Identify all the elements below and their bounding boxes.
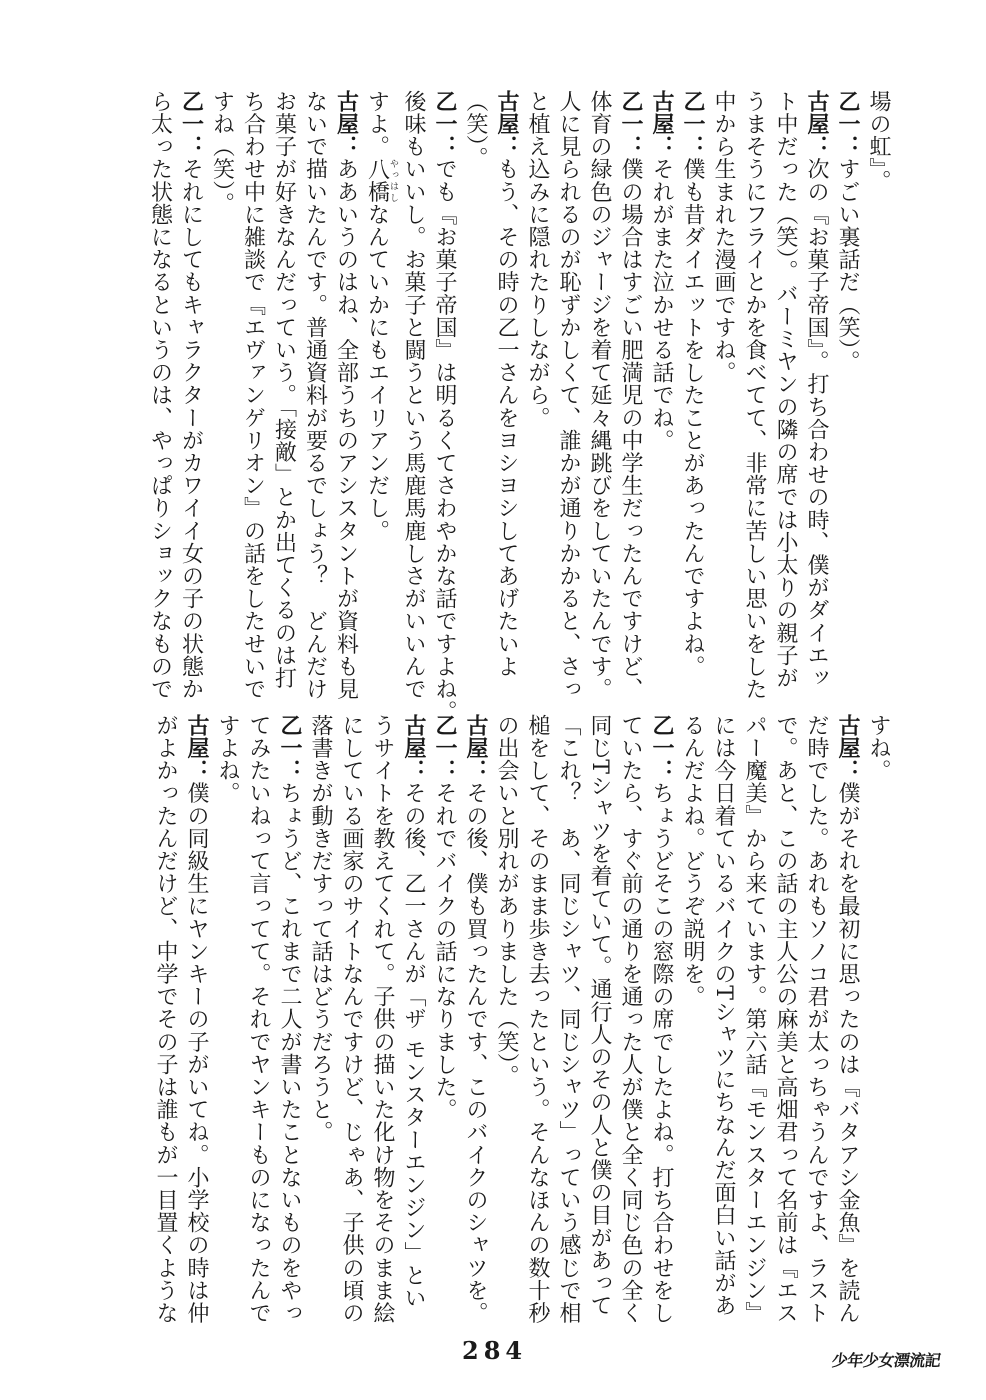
text-line: [274, 714, 305, 1325]
line-text: 同じTシャツを着ていて。通行人のその人と僕の目があって: [587, 714, 612, 1317]
line-text: それでバイクの話になりました。: [432, 781, 457, 1121]
speaker-label: 乙一: [680, 90, 705, 136]
text-line: [770, 90, 801, 690]
text-line: [212, 714, 243, 1319]
text-line: [336, 714, 367, 1325]
line-text: てみたいねって言ってて。それでヤンキーものになったんで: [246, 714, 271, 1325]
speaker-colon: ：: [463, 759, 488, 782]
text-line: [398, 714, 429, 1319]
text-line: [367, 714, 398, 1325]
text-line: [770, 714, 801, 1325]
text-line: [584, 714, 615, 1319]
line-text: 体育の緑色のジャージを着て延々縄跳びをしていたんです。: [587, 90, 612, 701]
speaker-colon: ：: [835, 135, 860, 158]
line-text: にしている画家のサイトなんですけど、じゃあ、子供の頃の: [339, 714, 364, 1325]
line-text: その後、乙一さんが「ザ モンスターエンジン」とい: [401, 781, 426, 1310]
text-line: [176, 90, 207, 701]
text-line: [677, 714, 708, 1319]
speaker-label: 乙一: [178, 90, 204, 136]
text-line: [801, 90, 832, 690]
text-line: [863, 714, 894, 1319]
line-text: お菓子が好きなんだっていう。「接敵」とか出てくるのは打: [271, 90, 297, 690]
line-text: 後味もいいし。お菓子と闘うという馬鹿馬鹿しさがいいんで: [401, 90, 426, 701]
line-text: それがまた泣かせる話でね。: [649, 157, 674, 452]
line-text: がよかったんだけど、中学でその子は誰もが一目置くような: [153, 714, 178, 1325]
line-text: すよね。: [215, 714, 240, 805]
text-line: [243, 714, 274, 1325]
speaker-label: 古屋: [835, 714, 860, 760]
speaker-label: 古屋: [804, 90, 829, 136]
speaker-colon: ：: [494, 135, 519, 158]
text-line: [615, 714, 646, 1325]
speaker-colon: ：: [835, 759, 860, 782]
line-text: ああいうのはね、全部うちのアシスタントが資料も見: [333, 157, 359, 701]
speaker-colon: ：: [178, 135, 204, 158]
speaker-label: 乙一: [618, 90, 643, 136]
line-text: （笑）。: [463, 90, 488, 170]
text-line: [863, 90, 894, 690]
speaker-colon: ：: [184, 759, 209, 782]
line-text: 場の虹』。: [866, 90, 891, 192]
line-text: 次の『お菓子帝国』。打ち合わせの時、僕がダイエッ: [804, 157, 829, 690]
text-line: [238, 90, 269, 701]
text-line: [677, 90, 708, 690]
line-text: すごい裏話だ（笑）。: [835, 157, 860, 373]
text-line: [460, 714, 491, 1325]
text-line: [646, 90, 677, 690]
text-line: [491, 90, 522, 690]
line-text: 中から生まれた漫画ですね。: [711, 90, 736, 384]
speaker-colon: ：: [804, 135, 829, 158]
line-text: すよ。: [364, 90, 390, 158]
text-line: [207, 90, 238, 690]
line-text: でも『お菓子帝国』は明るくてさわやかな話ですよね。: [432, 157, 457, 723]
line-text: ちょうどそこの窓際の席でしたよね。打ち合わせをし: [649, 781, 674, 1325]
text-line: [553, 90, 584, 701]
speaker-colon: ：: [649, 759, 674, 782]
line-text: 僕の場合はすごい肥満児の中学生だったんですけど、: [618, 157, 643, 701]
line-text: パー魔美』から来ています。第六話『モンスターエンジン』: [742, 714, 767, 1325]
upper-text-block: [144, 90, 894, 723]
text-line: [801, 714, 832, 1325]
line-text: と植え込みに隠れたりしながら。: [525, 90, 550, 429]
speaker-colon: ：: [432, 135, 457, 158]
text-line: [584, 90, 615, 701]
line-text: 僕がそれを最初に思ったのは『バタアシ金魚』を読ん: [835, 781, 860, 1325]
line-text: 落書きが動きだすって話はどうだろうと。: [308, 714, 333, 1144]
line-text: の出会いと別れがありました（笑）。: [494, 714, 519, 1088]
line-text: すね（笑）。: [209, 90, 235, 215]
line-text: ていたら、すぐ前の通りを通った人が僕と全く同じ色の全く: [618, 714, 643, 1325]
speaker-label: 古屋: [494, 90, 519, 136]
line-text: もう、その時の乙一さんをヨシヨシしてあげたいよ: [494, 157, 519, 678]
text-line: [331, 90, 362, 701]
line-text: 「これ？ あ、同じシャツ、同じシャツ」っていう感じで相: [556, 714, 581, 1325]
text-line: [460, 90, 491, 690]
line-text: なんていかにもエイリアンだし。: [364, 203, 390, 543]
speaker-label: 古屋: [184, 714, 209, 760]
text-line: [145, 90, 176, 701]
text-line: [553, 714, 584, 1325]
text-line: [491, 714, 522, 1319]
line-text: ト中だった（笑）。バーミヤンの隣の席では小太りの親子が: [773, 90, 798, 690]
text-line: [300, 90, 331, 701]
text-line: [739, 714, 770, 1325]
line-text: それにしてもキャラクターがカワイイ女の子の状態か: [178, 157, 204, 701]
speaker-colon: ：: [432, 759, 457, 782]
page-number: 284: [462, 1336, 528, 1365]
speaker-label: 古屋: [649, 90, 674, 136]
text-line: [429, 714, 460, 1319]
line-text: その後、僕も買ったんです、このバイクのシャツを。: [463, 781, 488, 1325]
speaker-colon: ：: [401, 759, 426, 782]
text-line: [708, 714, 739, 1319]
ruby-reading: やっはし: [388, 157, 398, 203]
lower-text-block: [144, 714, 894, 1325]
book-logo: 少年少女漂流記: [830, 1351, 942, 1370]
speaker-label: 乙一: [835, 90, 860, 136]
text-line: [708, 90, 739, 690]
speaker-label: 乙一: [277, 714, 302, 760]
line-text: うまそうにフライとかを食べてて、非常に苦しい思いをした: [742, 90, 767, 701]
line-text: ら太った状態になるというのは、やっぱりショックなもので: [147, 90, 173, 701]
speaker-label: 乙一: [649, 714, 674, 760]
speaker-colon: ：: [618, 135, 643, 158]
text-line: [739, 90, 770, 701]
ruby-word: [364, 157, 398, 204]
ruby-base: 八橋: [364, 157, 390, 204]
line-text: 僕も昔ダイエットをしたことがあったんですよね。: [680, 157, 705, 678]
line-text: 僕の同級生にヤンキーの子がいてね。小学校の時は仲: [184, 781, 209, 1325]
text-line: [615, 90, 646, 701]
speaker-label: 古屋: [333, 90, 359, 136]
text-line: [522, 714, 553, 1325]
line-text: だ時でした。あれもソノコ君が太っちゃうんですよ、ラスト: [804, 714, 829, 1325]
line-text: ち合わせ中に雑談で『エヴァンゲリオン』の話をしたせいで: [240, 90, 266, 701]
speaker-label: 乙一: [432, 714, 457, 760]
line-text: 槌をして、そのまま歩き去ったという。そんなほんの数十秒: [525, 714, 550, 1325]
line-text: には今日着ているバイクのTシャツにちなんだ面白い話があ: [711, 714, 736, 1317]
line-text: るんだよね。どうぞ説明を。: [680, 714, 705, 1008]
speaker-label: 古屋: [463, 714, 488, 760]
text-line: [398, 90, 429, 701]
text-line: [362, 90, 399, 690]
speaker-label: 乙一: [432, 90, 457, 136]
speaker-colon: ：: [333, 135, 359, 158]
line-text: で。あと、この話の主人公の麻美と高畑君って名前は『エス: [773, 714, 798, 1325]
line-text: 人に見られるのが恥ずかしくて、誰かが通りかかると、さっ: [556, 90, 581, 701]
text-line: [269, 90, 300, 690]
speaker-colon: ：: [649, 135, 674, 158]
text-line: [429, 90, 460, 723]
text-line: [646, 714, 677, 1325]
text-line: [305, 714, 336, 1319]
line-text: すね。: [866, 714, 891, 782]
text-line: [181, 714, 212, 1325]
line-text: ちょうど、これまで二人が書いたことないものをやっ: [277, 781, 302, 1325]
speaker-colon: ：: [277, 759, 302, 782]
text-line: [522, 90, 553, 690]
speaker-label: 古屋: [401, 714, 426, 760]
speaker-colon: ：: [680, 135, 705, 158]
text-line: [150, 714, 181, 1325]
text-line: [832, 714, 863, 1325]
text-line: [832, 90, 863, 690]
line-text: うサイトを教えてくれて。子供の描いた化け物をそのまま絵: [370, 714, 395, 1325]
line-text: ないで描いたんです。普通資料が要るでしょう？ どんだけ: [302, 90, 328, 701]
